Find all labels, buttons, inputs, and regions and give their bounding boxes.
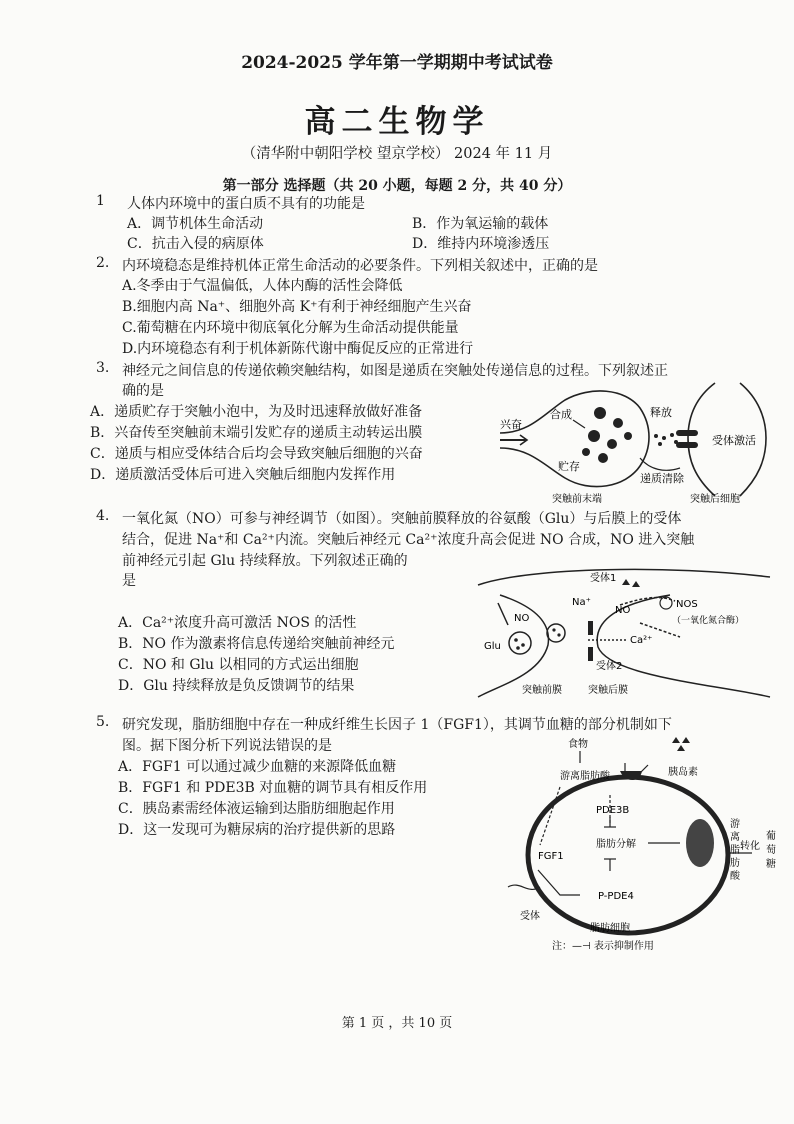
q2-option-d: D.内环境稳态有利于机体新陈代谢中酶促反应的正常进行 <box>122 341 474 357</box>
q5-stem-line1: 研究发现，脂肪细胞中存在一种成纤维生长因子 1（FGF1），其调节血糖的部分机制如下 <box>122 717 672 733</box>
fig-label-pde3b: PDE3B <box>596 805 630 816</box>
fig-label-right-col-2: 脂 <box>730 845 740 856</box>
fig-label-houmo: 突触后膜 <box>588 685 628 696</box>
fig-label-note: 注：—⊣ 表示抑制作用 <box>552 941 654 952</box>
q5-option-b: B．FGF1 和 PDE3B 对血糖的调节具有相反作用 <box>118 780 428 796</box>
fig-label-putao-1: 萄 <box>766 845 776 856</box>
fig-label-glu: Glu <box>484 641 501 652</box>
q3-stem-line2: 确的是 <box>122 383 164 399</box>
fig-label-na: Na⁺ <box>572 597 591 608</box>
fig-label-ca: Ca²⁺ <box>630 635 653 646</box>
q5-option-a: A．FGF1 可以通过减少血糖的来源降低血糖 <box>118 759 397 775</box>
fig-label-fgf1: FGF1 <box>538 851 564 862</box>
q1-option-a: A．调节机体生命活动 <box>127 216 264 232</box>
synapse-diagram <box>490 378 780 508</box>
exam-title: 2024-2025 学年第一学期期中考试试卷 <box>241 53 553 73</box>
fig-label-qian: 突触前末端 <box>552 494 602 505</box>
page-footer: 第 1 页 ，共 10 页 <box>341 1016 453 1031</box>
fig-label-yidaosu: 胰岛素 <box>668 767 698 778</box>
q1-stem: 人体内环境中的蛋白质不具有的功能是 <box>127 196 365 212</box>
q4-option-c: C．NO 和 Glu 以相同的方式运出细胞 <box>118 657 359 673</box>
q4-option-a: A．Ca²⁺浓度升高可激活 NOS 的活性 <box>118 615 357 631</box>
fig-label-qianmo: 突触前膜 <box>522 685 562 696</box>
q3-stem-line1: 神经元之间信息的传递依赖突触结构，如图是递质在突触处传递信息的过程。下列叙述正 <box>122 363 668 379</box>
q5-option-c: C．胰岛素需经体液运输到达脂肪细胞起作用 <box>118 801 395 817</box>
q1-option-c: C．抗击入侵的病原体 <box>127 236 264 252</box>
fig-label-xingfen: 兴奋 <box>500 418 522 431</box>
fig-label-shifang: 释放 <box>650 406 672 419</box>
fig-label-no-left: NO <box>514 613 530 624</box>
fig-label-zhucun: 贮存 <box>558 460 580 473</box>
fig-label-dizhi-qingchu: 递质清除 <box>640 472 684 485</box>
fig-label-shouti-jihuo: 受体激活 <box>712 434 756 447</box>
fig-label-zhifang-xb: 脂肪细胞 <box>590 923 630 934</box>
q2-option-c: C.葡萄糖在内环境中彻底氧化分解为生命活动提供能量 <box>122 320 459 336</box>
no-signaling-diagram <box>470 565 780 705</box>
fig-label-right-col-0: 游 <box>730 819 740 830</box>
q3-option-c: C．递质与相应受体结合后均会导致突触后细胞的兴奋 <box>90 446 423 462</box>
fig-label-nos: NOS <box>676 599 698 610</box>
q5-number: 5. <box>96 714 110 730</box>
q4-stem-line2: 结合，促进 Na⁺和 Ca²⁺内流。突触后神经元 Ca²⁺浓度升高会促进 NO 合成，NO 进入突触 <box>122 532 695 548</box>
school-line: （清华附中朝阳学校 望京学校） 2024 年 11 月 <box>241 146 553 162</box>
section-heading: 第一部分 选择题（共 20 小题，每题 2 分，共 40 分） <box>222 178 572 194</box>
fig-label-zhifang-fj: 脂肪分解 <box>596 839 636 850</box>
q4-stem-line4: 是 <box>122 573 136 589</box>
fig-label-zhuanhua: 转化 <box>740 841 760 852</box>
fig-label-shouti: 受体 <box>520 911 540 922</box>
fig-label-putao-2: 糖 <box>766 859 776 870</box>
fig-label-hou: 突触后细胞 <box>690 494 740 505</box>
fig-label-no-right: NO <box>615 605 631 616</box>
q2-option-b: B.细胞内高 Na⁺、细胞外高 K⁺有利于神经细胞产生兴奋 <box>122 299 472 315</box>
q2-stem: 内环境稳态是维持机体正常生命活动的必要条件。下列相关叙述中，正确的是 <box>122 258 598 274</box>
q4-option-b: B．NO 作为激素将信息传递给突触前神经元 <box>118 636 395 652</box>
q3-option-d: D．递质激活受体后可进入突触后细胞内发挥作用 <box>90 467 396 483</box>
fgf1-mechanism-diagram <box>500 735 785 965</box>
q1-number: 1 <box>96 193 105 209</box>
fig-label-right-col-1: 离 <box>730 832 740 843</box>
fig-label-right-col-4: 酸 <box>730 871 740 882</box>
q3-option-a: A．递质贮存于突触小泡中，为及时迅速释放做好准备 <box>90 404 423 420</box>
fig-label-putao-0: 葡 <box>766 831 776 842</box>
fig-label-youli-zf: 游离脂肪酸 <box>560 771 610 782</box>
fig-label-ppde4: P-PDE4 <box>598 891 634 902</box>
subject-title: 高二生物学 <box>304 104 490 140</box>
q4-number: 4. <box>96 508 110 524</box>
q1-option-b: B．作为氧运输的载体 <box>412 216 549 232</box>
q2-option-a: A.冬季由于气温偏低，人体内酶的活性会降低 <box>122 278 403 294</box>
q1-option-d: D．维持内环境渗透压 <box>412 236 550 252</box>
q2-number: 2. <box>96 255 110 271</box>
fig-label-right-col-3: 肪 <box>730 858 740 869</box>
fig-label-shouti1: 受体1 <box>590 573 617 584</box>
q4-stem-line1: 一氧化氮（NO）可参与神经调节（如图）。突触前膜释放的谷氨酸（Glu）与后膜上的受体 <box>122 511 682 527</box>
q3-number: 3. <box>96 360 110 376</box>
fig-label-nos-name: （一氧化氮合酶） <box>672 616 745 626</box>
q4-stem-line3: 前神经元引起 Glu 持续释放。下列叙述正确的 <box>122 553 408 569</box>
fig-label-shouti2: 受体2 <box>596 661 623 672</box>
q4-option-d: D．Glu 持续释放是负反馈调节的结果 <box>118 678 355 694</box>
q3-option-b: B．兴奋传至突触前末端引发贮存的递质主动转运出膜 <box>90 425 423 441</box>
fig-label-hecheng: 合成 <box>550 408 572 421</box>
q5-stem-line2: 图。据下图分析下列说法错误的是 <box>122 738 332 754</box>
q5-option-d: D．这一发现可为糖尿病的治疗提供新的思路 <box>118 822 396 838</box>
fig-label-shiwu: 食物 <box>568 739 588 750</box>
